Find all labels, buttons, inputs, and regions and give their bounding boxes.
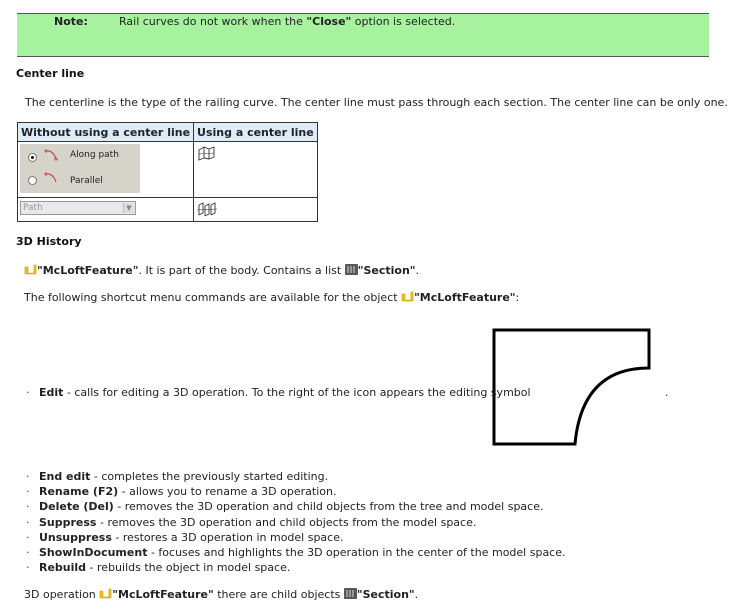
command-delete: Delete (Del) - removes the 3D operation and child objects from the tree and model space. xyxy=(39,500,544,513)
command-end-edit: End edit - completes the previously started editing. xyxy=(39,470,329,483)
history-heading: 3D History xyxy=(16,235,82,248)
loft-with-center-line-icon xyxy=(197,145,217,161)
center-line-table xyxy=(17,122,318,222)
col-using-center-line: Using a center line xyxy=(194,123,318,142)
path-select-value: Path xyxy=(23,203,43,213)
edit-symbol-period: . xyxy=(665,386,669,399)
rail-mode-panel xyxy=(20,144,140,193)
footer-sentence: 3D operation "McLoftFeature" there are child objects "Section". xyxy=(24,588,419,601)
along-path-label: Along path xyxy=(70,150,119,160)
parallel-label: Parallel xyxy=(70,176,103,186)
col-without-center-line: Without using a center line xyxy=(18,123,194,142)
loft-without-center-line-icon xyxy=(197,201,219,217)
parallel-radio[interactable] xyxy=(28,176,37,185)
mcloftfeature-icon xyxy=(24,264,37,275)
along-path-radio[interactable] xyxy=(28,153,37,162)
note-label: Note: xyxy=(54,15,88,28)
menu-intro: The following shortcut menu commands are available for the object "McLoftFeature": xyxy=(24,291,520,304)
command-showindocument: ShowInDocument - focuses and highlights the 3D operation in the center of the model space. xyxy=(39,546,566,559)
command-suppress: Suppress - removes the 3D operation and child objects from the model space. xyxy=(39,516,477,529)
section-icon xyxy=(345,264,358,275)
command-unsuppress: Unsuppress - restores a 3D operation in model space. xyxy=(39,531,344,544)
center-line-heading: Center line xyxy=(16,67,85,80)
command-rename: Rename (F2) - allows you to rename a 3D operation. xyxy=(39,485,337,498)
path-select[interactable] xyxy=(20,201,136,215)
feature-description: "McLoftFeature". It is part of the body. Contains a list "Section". xyxy=(24,264,419,277)
command-rebuild: Rebuild - rebuilds the object in model space. xyxy=(39,561,291,574)
along-path-icon xyxy=(44,148,62,162)
chevron-down-icon[interactable]: ▼ xyxy=(123,203,134,213)
note-text: Rail curves do not work when the "Close" option is selected. xyxy=(119,15,456,28)
center-line-description: The centerline is the type of the railing curve. The center line must pass through each section. The center line can be only one. xyxy=(25,96,728,109)
section-icon xyxy=(344,588,357,599)
mcloftfeature-icon xyxy=(401,291,414,302)
command-edit: Edit - calls for editing a 3D operation. To the right of the icon appears the editing symbol xyxy=(39,386,531,399)
mcloftfeature-icon xyxy=(99,588,112,599)
parallel-icon xyxy=(44,171,62,185)
